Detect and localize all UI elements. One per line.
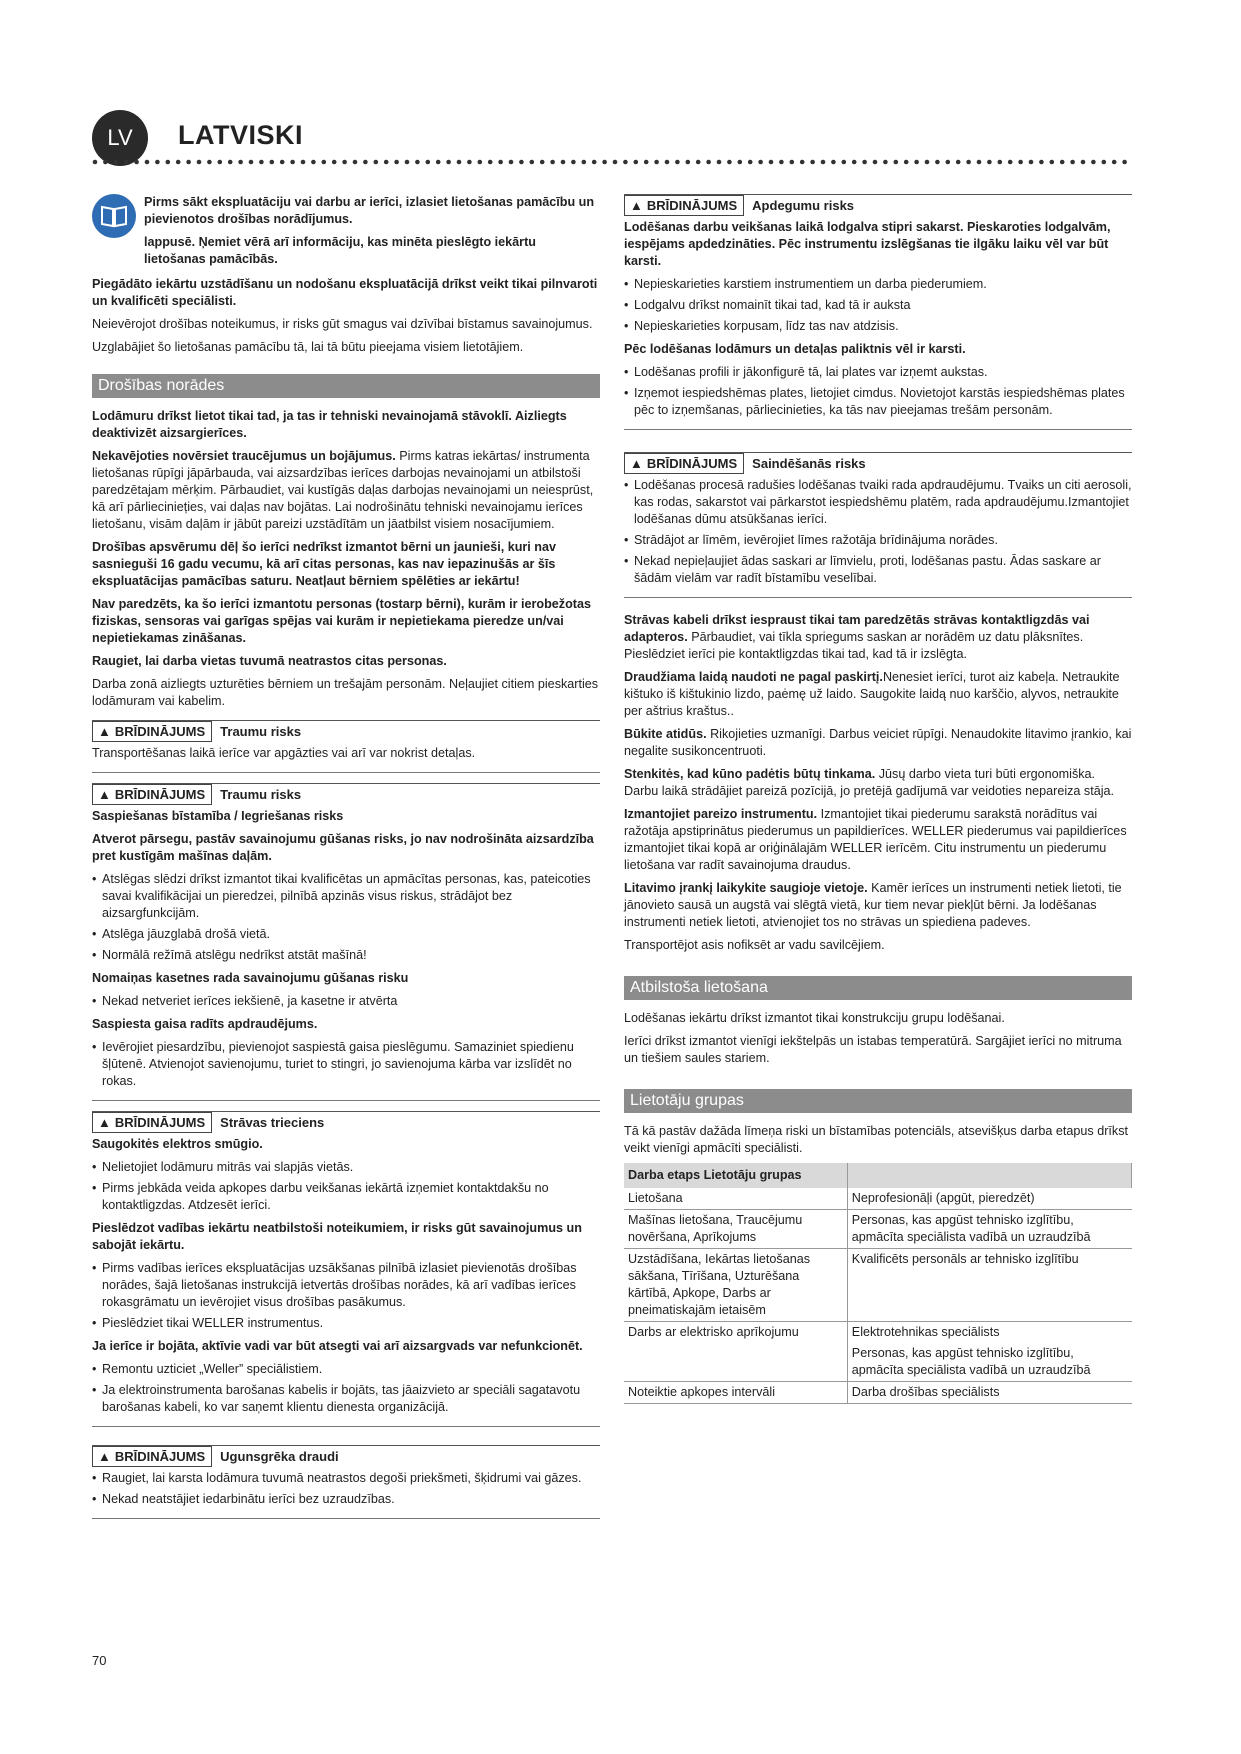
divider-dot bbox=[436, 160, 441, 165]
intro-p1: Pirms sākt ekspluatāciju vai darbu ar ierīci, izlasiet lietošanas pamācību un pievienotos drošības norādījumus. bbox=[144, 195, 595, 226]
list-item: • Ievērojiet piesardzību, pievienojot saspiestā gaisa pieslēgumu. Samaziniet spiedienu šļūtenē. Atvienojot savienojumu, turiet to stingri, jo savienojuma kārba var izslīdēt no rokas. bbox=[92, 1039, 600, 1090]
divider-dot bbox=[831, 160, 836, 165]
divider-dot bbox=[394, 160, 399, 165]
language-title: LATVISKI bbox=[178, 120, 303, 150]
warning-triangle-icon: ▲ bbox=[630, 456, 643, 471]
warning-triangle-icon: ▲ bbox=[630, 198, 643, 213]
table-row: Personas, kas apgūst tehnisko izglītību, apmācīta speciālista vadībā un uzraudzībā bbox=[624, 1343, 1132, 1382]
divider-dot bbox=[925, 160, 930, 165]
book-icon bbox=[92, 194, 136, 238]
warning-text: Transportēšanas laikā ierīce var apgāzties vai arī var nokrist detaļas. bbox=[92, 746, 476, 760]
warning-list-2 bbox=[624, 364, 1132, 419]
divider-dot bbox=[519, 160, 524, 165]
warning-p1: Atverot pārsegu, pastāv savainojumu gūšanas risks, jo nav nodrošināta aizsardzība pret kustīgām mašīnas daļām. bbox=[92, 832, 594, 863]
divider-dot bbox=[207, 160, 212, 165]
warning-label: ▲ BRĪDINĀJUMS bbox=[92, 721, 212, 742]
warning-list bbox=[92, 1470, 600, 1508]
divider-dot bbox=[1050, 160, 1055, 165]
divider-dot bbox=[571, 160, 576, 165]
warning-triangle-icon: ▲ bbox=[98, 724, 111, 739]
divider-dot bbox=[904, 160, 909, 165]
divider-dot bbox=[946, 160, 951, 165]
divider-dot bbox=[467, 160, 472, 165]
divider-dot bbox=[405, 160, 410, 165]
divider-dot bbox=[883, 160, 888, 165]
divider-dot bbox=[145, 160, 150, 165]
divider-dot bbox=[977, 160, 982, 165]
list-item: • Nelietojiet lodāmuru mitrās vai slapjās vietās. bbox=[92, 1159, 600, 1176]
warning-triangle-icon: ▲ bbox=[98, 1115, 111, 1130]
divider-dot bbox=[769, 160, 774, 165]
divider-dot bbox=[93, 160, 98, 165]
divider-dot bbox=[935, 160, 940, 165]
divider-dot bbox=[509, 160, 514, 165]
divider-dot bbox=[998, 160, 1003, 165]
divider-dot bbox=[415, 160, 420, 165]
list-item: • Nekad nepieļaujiet ādas saskari ar līmvielu, proti, lodēšanas pastu. Ādas saskare ar šādām vielām var radīt bīstamību veselībai. bbox=[624, 553, 1132, 587]
dotted-divider bbox=[92, 158, 1132, 166]
divider-dot bbox=[748, 160, 753, 165]
warning-label: ▲ BRĪDINĀJUMS bbox=[624, 195, 744, 216]
divider-dot bbox=[176, 160, 181, 165]
paragraph: Būkite atidūs. Rikojieties uzmanīgi. Darbus veiciet rūpīgi. Nenaudokite litavimo įrankio, kai negalite susikoncentruoti. bbox=[624, 727, 1132, 758]
divider-dot bbox=[582, 160, 587, 165]
safety-p3: Drošības apsvērumu dēļ šo ierīci nedrīkst izmantot bērni un jaunieši, kuri nav sasnieguši 16 gadu vecumu, kā arī citas personas, kas nav iepazinušās ar šīs ekspluatācijas pamācības saturu. Neatļaut bērniem spēlēties ar iekārtu! bbox=[92, 540, 557, 588]
intended-p2: Ierīci drīkst izmantot vienīgi iekštelpās un istabas temperatūrā. Sargājiet ierīci no mitruma un tiešiem saules stariem. bbox=[624, 1034, 1122, 1065]
divider-dot bbox=[1018, 160, 1023, 165]
divider-dot bbox=[914, 160, 919, 165]
safety-p4: Nav paredzēts, ka šo ierīci izmantotu personas (tostarp bērni), kurām ir ierobežotas fiziskas, sensoras vai garīgas spējas vai kurām ir nepietiekama pieredze un/vai nepietiekamas zināšanas. bbox=[92, 597, 591, 645]
warning-list-3 bbox=[92, 1361, 600, 1416]
divider-dot bbox=[665, 160, 670, 165]
table-row: Darbs ar elektrisko aprīkojumu Elektrotehnikas speciālists bbox=[624, 1322, 1132, 1344]
safety-p2-lead: Nekavējoties novērsiet traucējumus un bojājumus. bbox=[92, 449, 396, 463]
list-item: • Pirms vadības ierīces ekspluatācijas uzsākšanas pilnībā izlasiet pievienotās drošības norādes, šajā lietošanas instrukcijā ietvertās drošības norādes, kā arī vadības ierīces rokasgrāmatu un ievērojiet visus drošības pasākumus. bbox=[92, 1260, 600, 1311]
divider-dot bbox=[654, 160, 659, 165]
divider-dot bbox=[270, 160, 275, 165]
divider-dot bbox=[1081, 160, 1086, 165]
list-item: • Atslēgas slēdzi drīkst izmantot tikai kvalificētas un apmācītas personas, kas, pateicoties savai kvalifikācijai un pieredzei, pilnībā apzinās visus riskus, strādājot bez aizsargfunkcijām. bbox=[92, 871, 600, 922]
divider-dot bbox=[758, 160, 763, 165]
divider-dot bbox=[218, 160, 223, 165]
divider-dot bbox=[738, 160, 743, 165]
divider-dot bbox=[124, 160, 129, 165]
divider-dot bbox=[530, 160, 535, 165]
list-item: • Pirms jebkāda veida apkopes darbu veikšanas iekārtā izņemiet kontaktdakšu no kontaktligzdas. Atdzesēt ierīci. bbox=[92, 1180, 600, 1214]
warning-label: ▲ BRĪDINĀJUMS bbox=[92, 1446, 212, 1467]
warning-triangle-icon: ▲ bbox=[98, 1449, 111, 1464]
divider-dot bbox=[1039, 160, 1044, 165]
warning-list-1 bbox=[92, 871, 600, 964]
divider-dot bbox=[384, 160, 389, 165]
divider-dot bbox=[623, 160, 628, 165]
divider-dot bbox=[228, 160, 233, 165]
list-item: • Lodgalvu drīkst nomainīt tikai tad, kad tā ir auksta bbox=[624, 297, 1132, 314]
safety-p5: Raugiet, lai darba vietas tuvumā neatrastos citas personas. bbox=[92, 654, 447, 668]
divider-dot bbox=[956, 160, 961, 165]
warning-title: Traumu risks bbox=[220, 787, 302, 802]
paragraph: Strāvas kabeli drīkst iespraust tikai tam paredzētās strāvas kontaktligzdās vai adapteros. Pārbaudiet, vai tīkla spriegums saskan ar norādēm uz datu plāksnītes. Pieslēdziet ierīci pie kontaktligzdas tikai tad, kad tā ir izslēgta. bbox=[624, 613, 1090, 661]
warning-electric-shock bbox=[92, 1111, 600, 1427]
intro-p5: Uzglabājiet šo lietošanas pamācību tā, lai tā būtu pieejama visiem lietotājiem. bbox=[92, 340, 524, 354]
warning-list-1 bbox=[624, 276, 1132, 335]
divider-dot bbox=[966, 160, 971, 165]
warning-injury-transport bbox=[92, 720, 600, 773]
warning-label: ▲ BRĪDINĀJUMS bbox=[92, 784, 212, 805]
table-row: Noteiktie apkopes intervāli Darba drošības speciālists bbox=[624, 1382, 1132, 1404]
divider-dot bbox=[675, 160, 680, 165]
warning-subtitle: Saspiešanas bīstamība / Iegriešanas risks bbox=[92, 809, 344, 823]
intended-p1: Lodēšanas iekārtu drīkst izmantot tikai konstrukciju grupu lodēšanai. bbox=[624, 1011, 1005, 1025]
warning-list bbox=[624, 477, 1132, 587]
divider-dot bbox=[634, 160, 639, 165]
warning-p1: Saugokitės elektros smūgio. bbox=[92, 1137, 263, 1151]
list-item: • Lodēšanas procesā radušies lodēšanas tvaiki rada apdraudējumu. Tvaiks un citi aerosoli, kas rodas, sakarstot vai pārkarstot iespiedshēmu platēm, rada apdraudējumu.Izmantojiet lodēšanas dūmu atsūkšanas ierīci. bbox=[624, 477, 1132, 528]
warning-title: Apdegumu risks bbox=[752, 198, 855, 213]
divider-dot bbox=[602, 160, 607, 165]
paragraph: Izmantojiet pareizo instrumentu. Izmantojiet tikai piederumu sarakstā norādītus vai ražotāja apstiprinātus piederumus un papildierīces. WELLER piederumus vai papildierīces izmantojiet tikai kopā ar oriģinālajām WELLER ierīcēm. Citu instrumentu un piederumu lietošana var radīt savainojuma draudus. bbox=[624, 807, 1127, 872]
warning-p2: Pieslēdzot vadības iekārtu neatbilstoši noteikumiem, ir risks gūt savainojumus un sabojāt iekārtu. bbox=[92, 1221, 582, 1252]
divider-dot bbox=[342, 160, 347, 165]
safety-p6: Darba zonā aizliegts uzturēties bērniem un trešajām personām. Neļaujiet citiem pieskarties lodāmuram vai kabelim. bbox=[92, 677, 599, 708]
list-item: • Normālā režīmā atslēgu nedrīkst atstāt mašīnā! bbox=[92, 947, 600, 964]
list-item: • Izņemot iespiedshēmas plates, lietojiet cimdus. Novietojot karstās iespiedshēmas plates pēc to izņemšanas, pārliecinieties, ka tās nav pieejamas trešām personām. bbox=[624, 385, 1132, 419]
warning-label: ▲ BRĪDINĀJUMS bbox=[92, 1112, 212, 1133]
left-column bbox=[92, 194, 600, 1527]
warning-p2: Pēc lodēšanas lodāmurs un detaļas paliktnis vēl ir karsti. bbox=[624, 342, 966, 356]
divider-dot bbox=[550, 160, 555, 165]
user-groups-intro: Tā kā pastāv dažāda līmeņa riski un bīstamības potenciāls, atsevišķus darba etapus drīkst veikt vienīgi apmācīti speciālisti. bbox=[624, 1124, 1129, 1155]
paragraph: Transportējot asis nofiksēt ar vadu savilcējiem. bbox=[624, 938, 885, 952]
divider-dot bbox=[592, 160, 597, 165]
warning-triangle-icon: ▲ bbox=[98, 787, 111, 802]
list-item: • Ja elektroinstrumenta barošanas kabelis ir bojāts, tas jāaizvieto ar speciāli sagatavotu barošanas kabeli, ko var saņemt klientu dienesta organizācijā. bbox=[92, 1382, 600, 1416]
divider-dot bbox=[186, 160, 191, 165]
divider-dot bbox=[363, 160, 368, 165]
divider-dot bbox=[332, 160, 337, 165]
page-number: 70 bbox=[92, 1653, 107, 1668]
divider-dot bbox=[290, 160, 295, 165]
language-badge: LV bbox=[92, 110, 148, 166]
warning-fire bbox=[92, 1445, 600, 1519]
list-item: • Remontu uzticiet „Weller” speciālistiem. bbox=[92, 1361, 600, 1378]
divider-dot bbox=[727, 160, 732, 165]
warning-p1: Lodēšanas darbu veikšanas laikā lodgalva stipri sakarst. Pieskaroties lodgalvām, iespējams apdedzināties. Pēc instrumentu izslēgšanas tie ilgāku laiku vēl var būt karsti. bbox=[624, 220, 1111, 268]
divider-dot bbox=[717, 160, 722, 165]
divider-dot bbox=[249, 160, 254, 165]
warning-list-2 bbox=[92, 1260, 600, 1332]
list-item: • Atslēga jāuzglabā drošā vietā. bbox=[92, 926, 600, 943]
divider-dot bbox=[894, 160, 899, 165]
divider-dot bbox=[987, 160, 992, 165]
divider-dot bbox=[322, 160, 327, 165]
divider-dot bbox=[114, 160, 119, 165]
divider-dot bbox=[1102, 160, 1107, 165]
divider-dot bbox=[103, 160, 108, 165]
list-item: • Nepieskarieties karstiem instrumentiem un darba piederumiem. bbox=[624, 276, 1132, 293]
warning-title: Ugunsgrēka draudi bbox=[220, 1449, 339, 1464]
divider-dot bbox=[166, 160, 171, 165]
divider-dot bbox=[540, 160, 545, 165]
divider-dot bbox=[561, 160, 566, 165]
intro-p4: Neievērojot drošības noteikumus, ir risks gūt smagus vai dzīvībai bīstamus savainojumus. bbox=[92, 317, 593, 331]
divider-dot bbox=[134, 160, 139, 165]
divider-dot bbox=[301, 160, 306, 165]
warning-label: ▲ BRĪDINĀJUMS bbox=[624, 453, 744, 474]
divider-dot bbox=[686, 160, 691, 165]
divider-dot bbox=[800, 160, 805, 165]
divider-dot bbox=[862, 160, 867, 165]
divider-dot bbox=[238, 160, 243, 165]
divider-dot bbox=[155, 160, 160, 165]
table-row: Mašīnas lietošana, Traucējumu novēršana, Aprīkojums Personas, kas apgūst tehnisko izglītību, apmācīta speciālista vadībā un uzraudzībā bbox=[624, 1210, 1132, 1249]
warning-p2: Nomaiņas kasetnes rada savainojumu gūšanas risku bbox=[92, 971, 409, 985]
intro-p3: Piegādāto iekārtu uzstādīšanu un nodošanu ekspluatācijā drīkst veikt tikai pilnvaroti un kvalificēti speciālisti. bbox=[92, 277, 598, 308]
divider-dot bbox=[353, 160, 358, 165]
divider-dot bbox=[311, 160, 316, 165]
divider-dot bbox=[1112, 160, 1117, 165]
divider-dot bbox=[779, 160, 784, 165]
warning-title: Strāvas trieciens bbox=[220, 1115, 325, 1130]
warning-list-1 bbox=[92, 1159, 600, 1214]
list-item: • Nekad neatstājiet iedarbinātu ierīci bez uzraudzības. bbox=[92, 1491, 600, 1508]
divider-dot bbox=[1091, 160, 1096, 165]
warning-list-3 bbox=[92, 1039, 600, 1090]
divider-dot bbox=[706, 160, 711, 165]
table-row: Uzstādīšana, Iekārtas lietošanas sākšana, Tīrīšana, Uzturēšana kārtībā, Apkope, Darbs ar pneimatiskajām ietaisēm Kvalificēts personāls ar tehnisko izglītību bbox=[624, 1249, 1132, 1322]
divider-dot bbox=[644, 160, 649, 165]
safety-p2-text: Pirms katras iekārtas/ instrumenta lietošanas rūpīgi jāpārbauda, vai aizsardzības ierīces darbojas nevainojami un atbilstoši paredzētajam mērķim. Pārbaudiet, vai kustīgās daļas darbojas nevainojami un neiesprūst, kā arī pārlieciniețies, vai daļas nav bojātas. Lai nodrošinātu tehniski nevainojamu ierīces lietošanu, visām daļām ir jābūt pareizi uzstādītām un jāatbilst visiem nosacījumiem. bbox=[92, 449, 594, 531]
warning-title: Saindēšanās risks bbox=[752, 456, 866, 471]
list-item: • Raugiet, lai karsta lodāmura tuvumā neatrastos degoši priekšmeti, šķidrumi vai gāzes. bbox=[92, 1470, 600, 1487]
divider-dot bbox=[1060, 160, 1065, 165]
safety-section-title: Drošības norādes bbox=[92, 374, 600, 398]
divider-dot bbox=[259, 160, 264, 165]
divider-dot bbox=[1070, 160, 1075, 165]
user-groups-table bbox=[624, 1163, 1132, 1404]
divider-dot bbox=[852, 160, 857, 165]
warning-burns bbox=[624, 194, 1132, 430]
warning-p3: Saspiesta gaisa radīts apdraudējums. bbox=[92, 1017, 318, 1031]
safety-p1: Lodāmuru drīkst lietot tikai tad, ja tas ir tehniski nevainojamā stāvoklī. Aizliegts deaktivizēt aizsargierīces. bbox=[92, 409, 567, 440]
divider-dot bbox=[873, 160, 878, 165]
list-item: • Lodēšanas profili ir jākonfigurē tā, lai plates var izņemt aukstas. bbox=[624, 364, 1132, 381]
divider-dot bbox=[1029, 160, 1034, 165]
divider-dot bbox=[374, 160, 379, 165]
divider-dot bbox=[446, 160, 451, 165]
divider-dot bbox=[696, 160, 701, 165]
divider-dot bbox=[197, 160, 202, 165]
divider-dot bbox=[426, 160, 431, 165]
list-item: • Nekad netveriet ierīces iekšienē, ja kasetne ir atvērta bbox=[92, 993, 600, 1010]
user-groups-title: Lietotāju grupas bbox=[624, 1089, 1132, 1113]
safety-p2 bbox=[92, 448, 600, 533]
list-item: • Pieslēdziet tikai WELLER instrumentus. bbox=[92, 1315, 600, 1332]
warning-injury-crush bbox=[92, 783, 600, 1101]
divider-dot bbox=[790, 160, 795, 165]
general-safety-paragraphs bbox=[624, 612, 1132, 954]
divider-dot bbox=[478, 160, 483, 165]
intro-block bbox=[92, 194, 600, 356]
warning-poisoning bbox=[624, 452, 1132, 598]
warning-p3: Ja ierīce ir bojāta, aktīvie vadi var būt atsegti vai arī aizsargvads var nefunkcionēt. bbox=[92, 1339, 583, 1353]
warning-list-2 bbox=[92, 993, 600, 1010]
list-item: • Strādājot ar līmēm, ievērojiet līmes ražotāja brīdinājuma norādes. bbox=[624, 532, 1132, 549]
divider-dot bbox=[613, 160, 618, 165]
paragraph: Draudžiama laidą naudoti ne pagal paskirtį.Nenesiet ierīci, turot aiz kabeļa. Netraukite kištuko iš kištukinio lizdo, paėmę už laido. Saugokite laidą nuo karščio, alyvos, netraukite per aštrius kraštus.. bbox=[624, 670, 1120, 718]
divider-dot bbox=[842, 160, 847, 165]
divider-dot bbox=[498, 160, 503, 165]
divider-dot bbox=[488, 160, 493, 165]
intended-use-title: Atbilstoša lietošana bbox=[624, 976, 1132, 1000]
table-row: Lietošana Neprofesionāļi (apgūt, pieredzēt) bbox=[624, 1188, 1132, 1210]
divider-dot bbox=[280, 160, 285, 165]
warning-title: Traumu risks bbox=[220, 724, 302, 739]
paragraph: Stenkitės, kad kūno padėtis būtų tinkama. Jūsų darbo vieta turi būti ergonomiška. Darbu laikā strādājiet pareizā pozīcijā, jo pretējā gadījumā var veidoties nepareiza stāja. bbox=[624, 767, 1115, 798]
table-header: Darba etaps Lietotāju grupas bbox=[624, 1163, 847, 1188]
divider-dot bbox=[1122, 160, 1127, 165]
divider-dot bbox=[1008, 160, 1013, 165]
right-column bbox=[624, 194, 1132, 1404]
divider-dot bbox=[810, 160, 815, 165]
paragraph: Litavimo įrankį laikykite saugioje vietoje. Kamēr ierīces un instrumenti netiek lietoti, tie jānovieto sausā un augstā vai slēgtā vietā, kur tiem nevar piekļūt bērni. Ja lodēšanas instrumenti netiek lietoti, atvienojiet tos no strāvas un spiediena padeves. bbox=[624, 881, 1122, 929]
divider-dot bbox=[821, 160, 826, 165]
divider-dot bbox=[457, 160, 462, 165]
intro-p2: lappusē. Ņemiet vērā arī informāciju, kas minēta pieslēgto iekārtu lietošanas pamācībās. bbox=[144, 235, 536, 266]
list-item: • Nepieskarieties korpusam, līdz tas nav atdzisis. bbox=[624, 318, 1132, 335]
